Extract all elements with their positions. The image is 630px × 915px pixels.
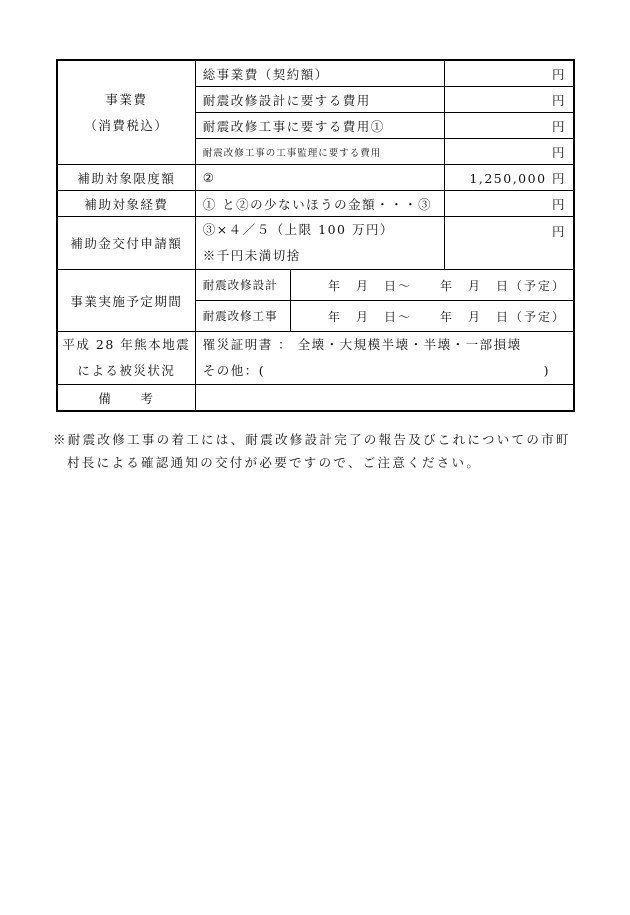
damage-other-suffix: ) bbox=[543, 363, 550, 378]
cost-amount-field[interactable]: 円 bbox=[445, 60, 574, 87]
damage-cell bbox=[195, 332, 574, 385]
cost-tax-note: （消費税込） bbox=[84, 117, 169, 133]
period-label: 事業実施予定期間 bbox=[57, 270, 195, 332]
period-design-field[interactable]: 年 月 日～ 年 月 日（予定） bbox=[327, 278, 566, 293]
target-row bbox=[57, 191, 574, 217]
apply-row bbox=[57, 217, 574, 270]
limit-value: 1,250,000 円 bbox=[445, 165, 574, 191]
apply-formula: ③×４／５（上限 100 万円） bbox=[202, 222, 394, 237]
damage-other-prefix: その他：( bbox=[202, 363, 266, 378]
period-construction-field[interactable]: 年 月 日～ 年 月 日（予定） bbox=[327, 309, 566, 324]
apply-rounding-note: ※千円未満切捨 bbox=[202, 248, 301, 263]
period-construction-cell bbox=[195, 301, 574, 332]
disaster-certificate-options[interactable]: 罹災証明書 ： 全壊・大規模半壊・半壊・一部損壊 bbox=[202, 337, 522, 352]
remarks-row bbox=[57, 385, 574, 412]
limit-mark: ② bbox=[195, 165, 445, 191]
cost-item-label: 総事業費（契約額） bbox=[195, 60, 445, 87]
target-text: ① と②の少ないほうの金額・・・③ bbox=[195, 191, 445, 217]
damage-other-field[interactable] bbox=[203, 358, 566, 384]
cost-amount-field[interactable]: 円 bbox=[445, 139, 574, 165]
damage-row bbox=[57, 332, 574, 385]
cost-row-total bbox=[57, 60, 574, 87]
cost-item-label: 耐震改修設計に要する費用 bbox=[195, 87, 445, 113]
apply-text-cell bbox=[195, 217, 445, 270]
limit-row bbox=[57, 165, 574, 191]
notice-line-2: 村長による確認通知の交付が必要ですので、ご注意ください。 bbox=[67, 455, 482, 470]
cost-label: 事業費 bbox=[105, 91, 148, 107]
cost-amount-field[interactable]: 円 bbox=[445, 113, 574, 139]
cost-item-label: 耐震改修工事の工事監理に要する費用 bbox=[195, 139, 445, 165]
apply-label: 補助金交付申請額 bbox=[57, 217, 195, 270]
target-label: 補助対象経費 bbox=[57, 191, 195, 217]
remarks-label: 備 考 bbox=[57, 385, 195, 412]
period-design-cell bbox=[195, 270, 574, 301]
remarks-field[interactable] bbox=[195, 385, 574, 412]
construction-notice bbox=[53, 428, 583, 474]
period-design-label: 耐震改修設計 bbox=[196, 270, 291, 300]
damage-label-sub: による被災状況 bbox=[77, 363, 176, 378]
target-amount-field[interactable]: 円 bbox=[445, 191, 574, 217]
damage-label-cell bbox=[57, 332, 195, 385]
cost-amount-field[interactable]: 円 bbox=[445, 87, 574, 113]
damage-label: 平成 28 年熊本地震 bbox=[62, 337, 191, 352]
period-row-design bbox=[57, 270, 574, 301]
notice-line-1: ※耐震改修工事の着工には、耐震改修設計完了の報告及びこれについての市町 bbox=[53, 432, 571, 447]
cost-item-label: 耐震改修工事に要する費用① bbox=[195, 113, 445, 139]
period-construction-label: 耐震改修工事 bbox=[196, 301, 291, 331]
apply-amount-field[interactable]: 円 bbox=[445, 217, 574, 270]
application-form-table bbox=[56, 59, 575, 412]
limit-label: 補助対象限度額 bbox=[57, 165, 195, 191]
cost-label-cell bbox=[57, 60, 195, 165]
